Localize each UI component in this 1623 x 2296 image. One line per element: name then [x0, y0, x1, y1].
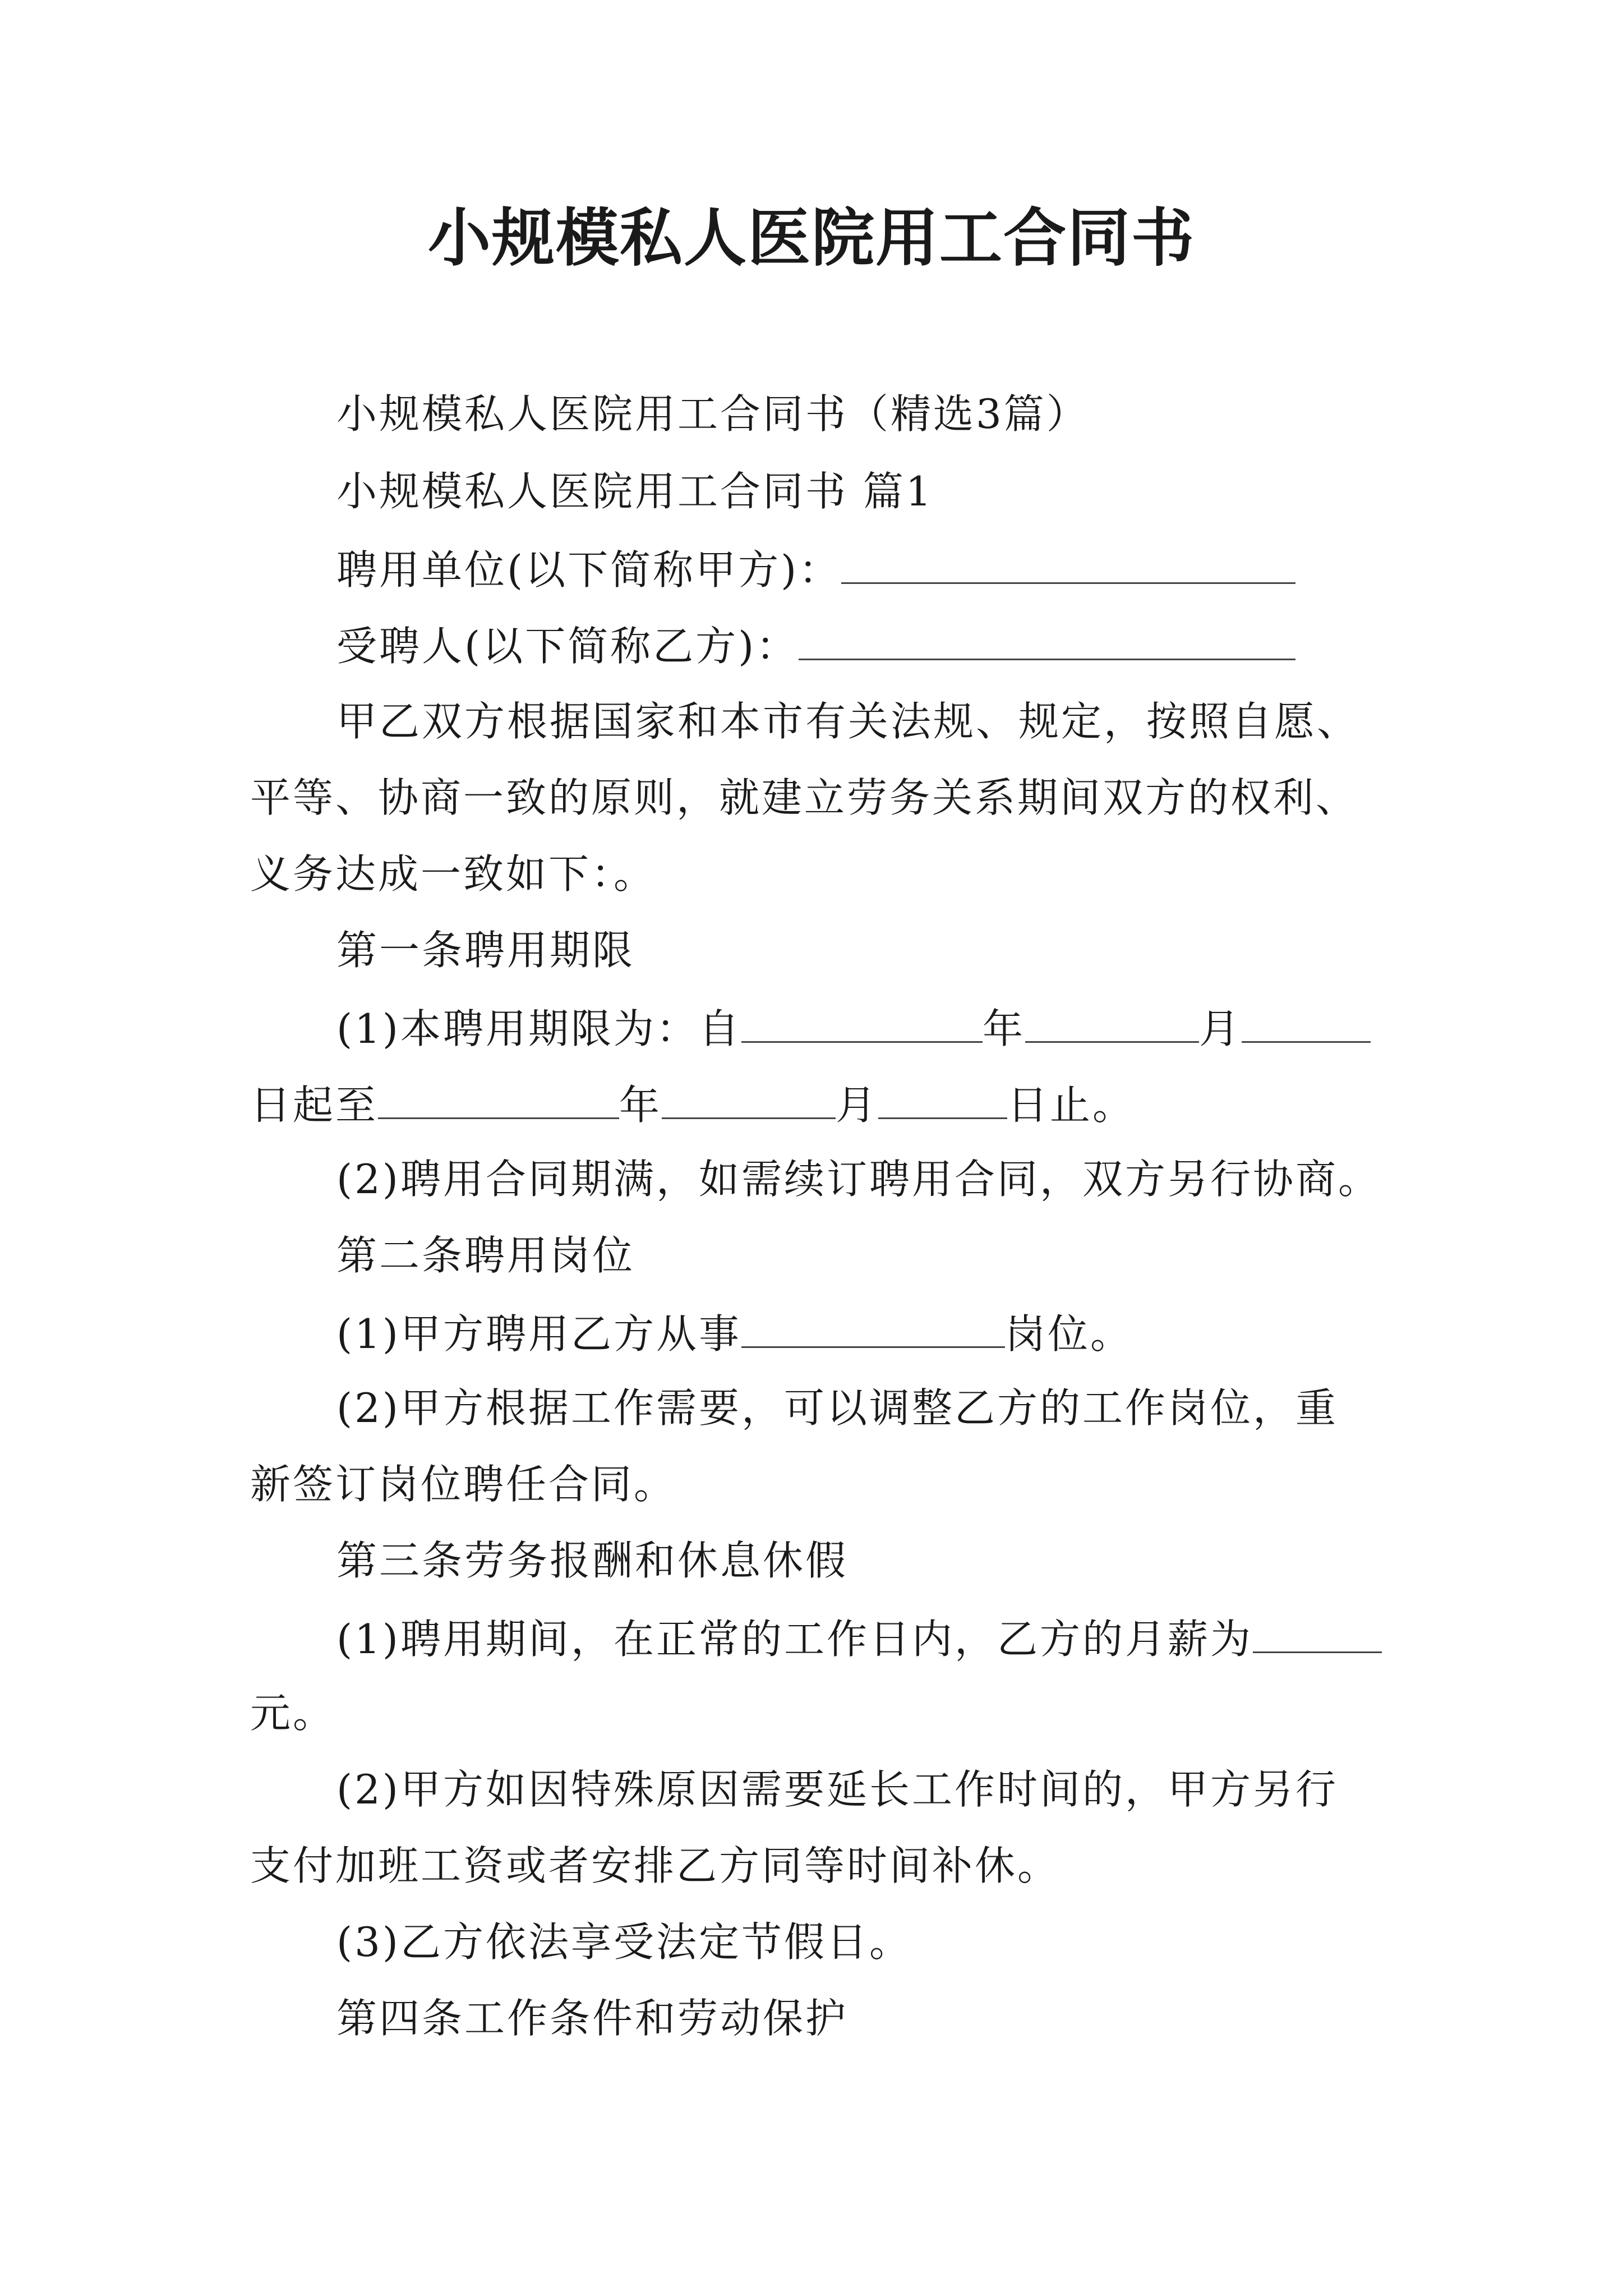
a1-p1-prefix: (1)本聘用期限为：自 — [336, 1005, 741, 1052]
article-3-paragraph-2-line-1: (2)甲方如因特殊原因需要延长工作时间的，甲方另行 — [336, 1766, 1338, 1813]
a2-p1-prefix: (1)甲方聘用乙方从事 — [336, 1310, 741, 1358]
article-1-paragraph-1 — [336, 999, 1371, 1057]
day-end-label: 日止。 — [1007, 1082, 1136, 1129]
employee-blank — [799, 616, 1295, 660]
end-month-blank — [662, 1075, 836, 1119]
article-1-paragraph-1-cont — [250, 1075, 1135, 1133]
document-title: 小规模私人医院用工合同书 — [428, 201, 1195, 275]
employer-blank — [841, 540, 1295, 584]
employee-label: 受聘人(以下简称乙方)： — [336, 623, 799, 670]
article-3-paragraph-3: (3)乙方依法享受法定节假日。 — [336, 1918, 912, 1966]
month-label: 月 — [1199, 1005, 1242, 1052]
year-label-2: 年 — [619, 1082, 662, 1129]
year-label: 年 — [983, 1005, 1026, 1052]
end-year-blank — [378, 1075, 619, 1119]
article-2-paragraph-2-line-1: (2)甲方根据工作需要，可以调整乙方的工作岗位，重 — [336, 1384, 1338, 1432]
intro-line-2: 平等、协商一致的原则，就建立劳务关系期间双方的权利、 — [250, 774, 1359, 821]
article-2-paragraph-2-line-2: 新签订岗位聘任合同。 — [250, 1461, 677, 1508]
start-day-blank — [1242, 999, 1371, 1043]
article-3-paragraph-1 — [336, 1609, 1382, 1667]
position-blank — [741, 1304, 1005, 1348]
end-day-blank — [878, 1075, 1007, 1119]
article-1-title: 第一条聘用期限 — [336, 927, 635, 974]
day-from-label: 日起至 — [250, 1082, 379, 1129]
article-4-title: 第四条工作条件和劳动保护 — [336, 1995, 849, 2042]
article-2-paragraph-1 — [336, 1304, 1133, 1362]
a3-p1-prefix: (1)聘用期间，在正常的工作日内，乙方的月薪为 — [336, 1616, 1253, 1663]
article-1-paragraph-2: (2)聘用合同期满，如需续订聘用合同，双方另行协商。 — [336, 1156, 1381, 1203]
article-2-title: 第二条聘用岗位 — [336, 1232, 635, 1279]
month-label-2: 月 — [836, 1082, 879, 1129]
start-month-blank — [1025, 999, 1199, 1043]
intro-line-1: 甲乙双方根据国家和本市有关法规、规定，按照自愿、 — [336, 698, 1360, 745]
employer-label: 聘用单位(以下简称甲方)： — [336, 546, 842, 593]
intro-line-3: 义务达成一致如下：。 — [250, 850, 657, 898]
article-3-paragraph-2-line-2: 支付加班工资或者安排乙方同等时间补休。 — [250, 1842, 1061, 1889]
article-3-title: 第三条劳务报酬和休息休假 — [336, 1537, 849, 1584]
article-3-paragraph-1-cont: 元。 — [250, 1690, 336, 1737]
section-heading: 小规模私人医院用工合同书 篇1 — [336, 468, 934, 515]
salary-blank — [1253, 1609, 1382, 1653]
a2-p1-suffix: 岗位。 — [1005, 1310, 1133, 1358]
document-subtitle: 小规模私人医院用工合同书（精选3篇） — [336, 390, 1089, 438]
employee-line — [336, 616, 1295, 674]
start-year-blank — [741, 999, 983, 1043]
employer-line — [336, 540, 1295, 598]
